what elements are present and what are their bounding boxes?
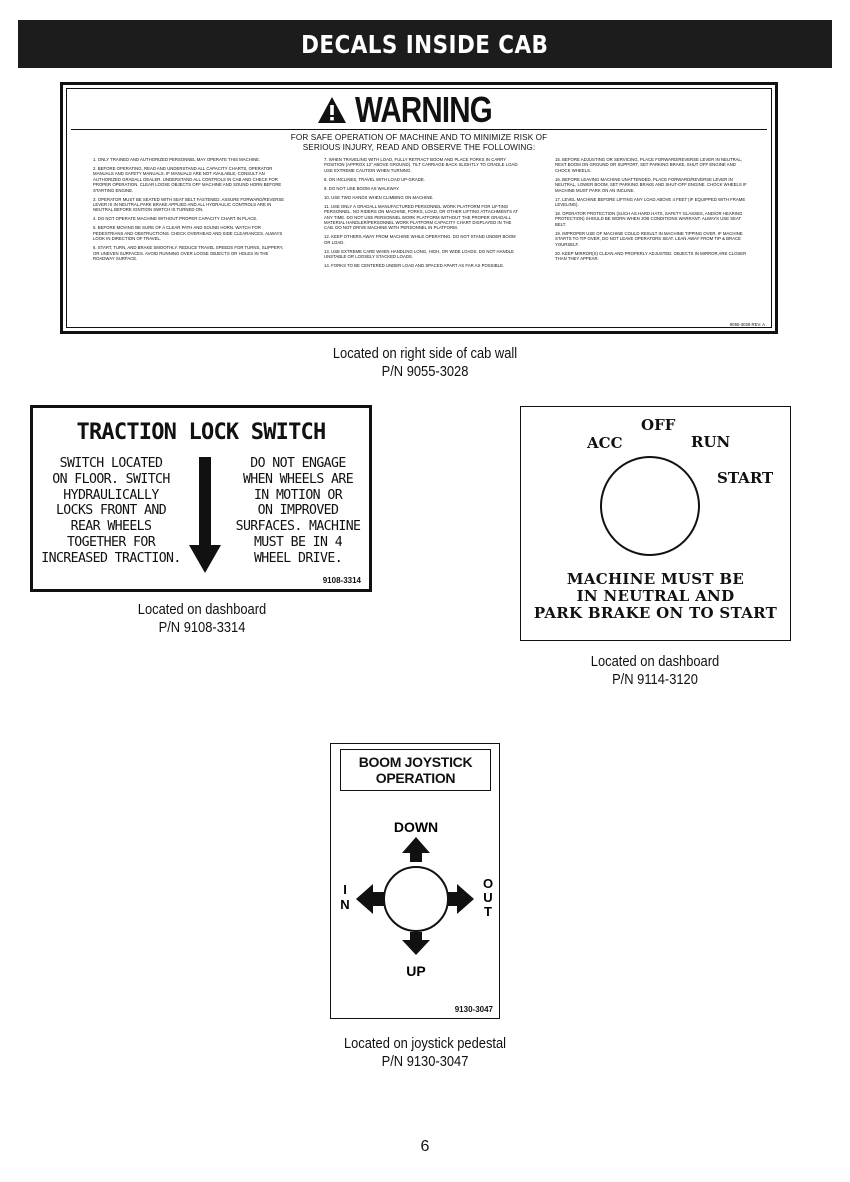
joystick-in-letter: I — [343, 882, 347, 897]
ignition-start-label: START — [717, 469, 774, 487]
text-line: SWITCH LOCATED — [59, 456, 163, 471]
warning-heading-row — [63, 91, 775, 129]
text-line: TOGETHER FOR — [66, 534, 156, 550]
caption-part-number: P/N 9114-3120 — [612, 671, 698, 688]
warning-part-code: 9055-3028 REV. A — [729, 322, 765, 327]
joystick-title — [340, 749, 491, 791]
joystick-down-label: DOWN — [393, 819, 439, 835]
caption-location: Located on joystick pedestal — [343, 1035, 507, 1052]
arrow-right-icon — [448, 884, 474, 914]
warning-decal — [60, 82, 778, 334]
traction-right-text — [223, 456, 373, 567]
warning-triangle-icon — [317, 96, 347, 124]
warning-heading: WARNING — [354, 89, 492, 130]
joystick-part-code: 9130-3047 — [454, 1005, 493, 1014]
text-line: ON IMPROVED — [257, 503, 339, 519]
warning-item: 7. WHEN TRAVELING WITH LOAD, FULLY RETRACT BOOM AND PLACE FORKS IN CARRY POSITION (APPROX 12" ABOVE GROUND). TILT CARRIAGE BACK SLIGHTLY TO CRADLE LOAD. USE EXTREME CAUTION WHEN TURNING. — [324, 157, 519, 173]
warning-item: 18. OPERATOR PROTECTION (SUCH AS HARD HATS, SAFETY GLASSES, AND/OR HEARING PROTECTION) SHOULD BE WORN WHEN JOB CONDITIONS WARRANT. ALWAYS USE SEAT BELT. — [555, 211, 743, 227]
joystick-in-letter: N — [340, 897, 350, 912]
ignition-decal — [520, 406, 791, 641]
text-line: IN MOTION OR — [253, 487, 343, 503]
caption-location: Located on right side of cab wall — [332, 345, 518, 362]
traction-left-text — [37, 456, 185, 567]
warning-item: 1. ONLY TRAINED AND AUTHORIZED PERSONNEL MAY OPERATE THIS MACHINE. — [93, 157, 261, 162]
warning-column-2 — [324, 157, 519, 272]
warning-caption — [253, 345, 597, 381]
warning-divider — [71, 129, 767, 130]
warning-item: 20. KEEP MIRROR(S) CLEAN AND PROPERLY ADJUSTED. OBJECTS IN MIRROR ARE CLOSER THAN THEY APPEAR. — [555, 250, 747, 262]
warning-item: 14. FORKS TO BE CENTERED UNDER LOAD AND SPACED APART AS FAR AS POSSIBLE. — [324, 263, 505, 269]
text-line: BOOM JOYSTICK — [358, 754, 473, 770]
warning-item: 17. LEVEL MACHINE BEFORE LIFTING ANY LOAD ABOVE 4 FEET (IF EQUIPPED WITH FRAME LEVELING). — [555, 196, 746, 208]
joystick-decal — [330, 743, 500, 1019]
ignition-keyhole-circle — [600, 456, 700, 556]
warning-item: 19. IMPROPER USE OF MACHINE COULD RESULT IN MACHINE TIPPING OVER. IF MACHINE STARTS TO TIP OVER, DO NOT LEAVE OPERATORS SEAT. LEAN AWAY FROM TIP & BRACE YOURSELF. — [555, 230, 743, 247]
warning-item: 9. DO NOT USE BOOM AS WALKWAY. — [324, 185, 400, 191]
text-line: IN NEUTRAL AND — [576, 587, 735, 605]
text-line: REAR WHEELS — [70, 519, 152, 535]
text-line: MUST BE IN 4 — [253, 534, 343, 550]
joystick-out-letter: U — [483, 890, 493, 905]
warning-item: 16. BEFORE LEAVING MACHINE UNATTENDED, PLACE FORWARD/REVERSE LEVER IN NEUTRAL, LOWER BOOM, SET PARKING BRAKE AND SHUT-OFF ENGINE. CHOCK WHEELS IF MACHINE MUST PARK ON AN INCLINE. — [555, 176, 747, 193]
text-line: LOCKS FRONT AND — [55, 503, 167, 519]
caption-location: Located on dashboard — [590, 653, 720, 670]
ignition-acc-label: ACC — [587, 434, 623, 452]
text-line: ON FLOOR. SWITCH — [52, 471, 170, 487]
ignition-run-label: RUN — [691, 433, 731, 451]
text-line: PARK BRAKE ON TO START — [533, 604, 778, 622]
text-line: DO NOT ENGAGE — [250, 456, 346, 471]
joystick-caption — [287, 1035, 562, 1071]
joystick-out-letter: T — [484, 904, 492, 919]
ignition-caption — [526, 653, 784, 689]
caption-part-number: P/N 9108-3314 — [158, 619, 246, 636]
arrow-down-icon — [188, 455, 222, 575]
joystick-circle — [384, 867, 448, 931]
arrow-down-icon — [402, 932, 430, 955]
text-line: OPERATION — [375, 770, 456, 786]
caption-location: Located on dashboard — [137, 601, 267, 618]
traction-caption — [73, 601, 331, 637]
text-line: HYDRAULICALLY — [63, 487, 159, 503]
warning-subheading — [183, 133, 655, 153]
traction-title: TRACTION LOCK SWITCH — [76, 420, 326, 445]
warning-item: 12. KEEP OTHERS AWAY FROM MACHINE WHILE OPERATING. DO NOT STAND UNDER BOOM OR LOAD. — [324, 234, 516, 245]
warning-item: 5. BEFORE MOVING BE SURE OF A CLEAR PATH AND SOUND HORN. WATCH FOR PEDESTRIANS AND OBSTRUCTIONS. CHECK OVERHEAD AND SIDE CLEARANCES. ALWAYS LOOK IN DIRECTION OF TRAVEL. — [93, 225, 283, 242]
warning-instructions — [93, 157, 765, 272]
warning-item: 2. BEFORE OPERATING, READ AND UNDERSTAND ALL CAPACITY CHARTS, OPERATOR MANUALS AND SAFETY MANUALS. IF MANUALS ARE NOT AVAILABLE, CONSULT AN AUTHORIZED GRADALL DEALER. UNDERSTAND ALL CONTROLS IN CAB AND CHECK FOR PROPER OPERATION. CLEAR LOOSE OBJECTS OFF MACHINE AND SOUND HORN BEFORE STARTING ENGINE. — [93, 166, 282, 193]
arrow-left-icon — [356, 884, 384, 914]
traction-lock-decal — [30, 405, 372, 592]
joystick-diagram — [331, 804, 501, 1004]
section-header — [18, 20, 832, 68]
warning-item: 13. USE EXTREME CARE WHEN HANDLING LONG, HIGH, OR WIDE LOADS. DO NOT HANDLE UNSTABLE OR LOOSELY STACKED LOADS. — [324, 248, 514, 260]
warning-item: 3. OPERATOR MUST BE SEATED WITH SEAT BELT FASTENED. ASSURE FORWARD/REVERSE LEVER IS IN NEUTRAL,PARK BRAKE APPLIED AND ALL HYDRAULIC CONTROLS ARE IN NEUTRAL BEFORE IGNITION SWITCH IS TURNED ON. — [93, 196, 285, 213]
arrow-up-icon — [402, 837, 430, 862]
joystick-up-label: UP — [406, 963, 426, 979]
text-line: MACHINE MUST BE — [566, 570, 745, 588]
page-number: 6 — [420, 1138, 430, 1155]
text-line: SURFACES. MACHINE — [235, 519, 361, 535]
warning-item: 6. START, TURN, AND BRAKE SMOOTHLY. REDUCE TRAVEL SPEEDS FOR TURNS, SLIPPERY, OR UNEVEN SURFACES. AVOID RUNNING OVER LOOSE OBJECTS OR HOLES IN THE ROADWAY SURFACE. — [93, 245, 284, 262]
warning-item: 4. DO NOT OPERATE MACHINE WITHOUT PROPER CAPACITY CHART IN PLACE. — [93, 216, 258, 222]
ignition-message — [521, 571, 790, 622]
joystick-out-letter: O — [482, 876, 494, 891]
text-line: WHEEL DRIVE. — [253, 550, 343, 566]
text-line: WHEN WHEELS ARE — [242, 471, 354, 487]
warning-column-1 — [93, 157, 288, 272]
warning-item: 10. USE TWO HANDS WHEN CLIMBING ON MACHINE. — [324, 194, 434, 200]
traction-part-code: 9108-3314 — [322, 576, 361, 585]
text-line: INCREASED TRACTION. — [41, 550, 181, 566]
warning-item: 8. ON INCLINES, TRAVEL WITH LOAD UP-GRADE. — [324, 176, 425, 182]
section-title: DECALS INSIDE CAB — [301, 29, 549, 59]
caption-part-number: P/N 9130-3047 — [381, 1053, 469, 1070]
caption-part-number: P/N 9055-3028 — [381, 363, 469, 380]
warning-column-3 — [555, 157, 750, 272]
ignition-off-label: OFF — [641, 416, 676, 434]
warning-subheading-line2: SERIOUS INJURY, READ AND OBSERVE THE FOLLOWING: — [302, 143, 536, 152]
warning-item: 11. USE ONLY A GRADALL MANUFACTURED PERSONNEL WORK PLATFORM FOR LIFTING PERSONNEL. NO RIDERS ON MACHINE, FORKS, LOAD, OR OTHER LIFTING ATTACHMENTS AT ANY TIME. DO NOT USE PERSONNEL WORK PLATFORM WITHOUT THE PROPER GRADALL MATERIAL HANDLER/PERSONNEL WORK PLATFORM CAPACITY CHART DISPLAYED IN THE CAB. DO NOT DRIVE MACHINE WITH PERSONNEL IN PLATFORM. — [324, 203, 519, 231]
warning-item: 15. BEFORE ADJUSTING OR SERVICING, PLACE FORWARD/REVERSE LEVER IN NEUTRAL, REST BOOM ON GROUND OR SUPPORT, SET PARKING BRAKE, SHUT OFF ENGINE AND CHOCK WHEELS. — [555, 157, 743, 173]
warning-subheading-line1: FOR SAFE OPERATION OF MACHINE AND TO MINIMIZE RISK OF — [290, 133, 548, 142]
